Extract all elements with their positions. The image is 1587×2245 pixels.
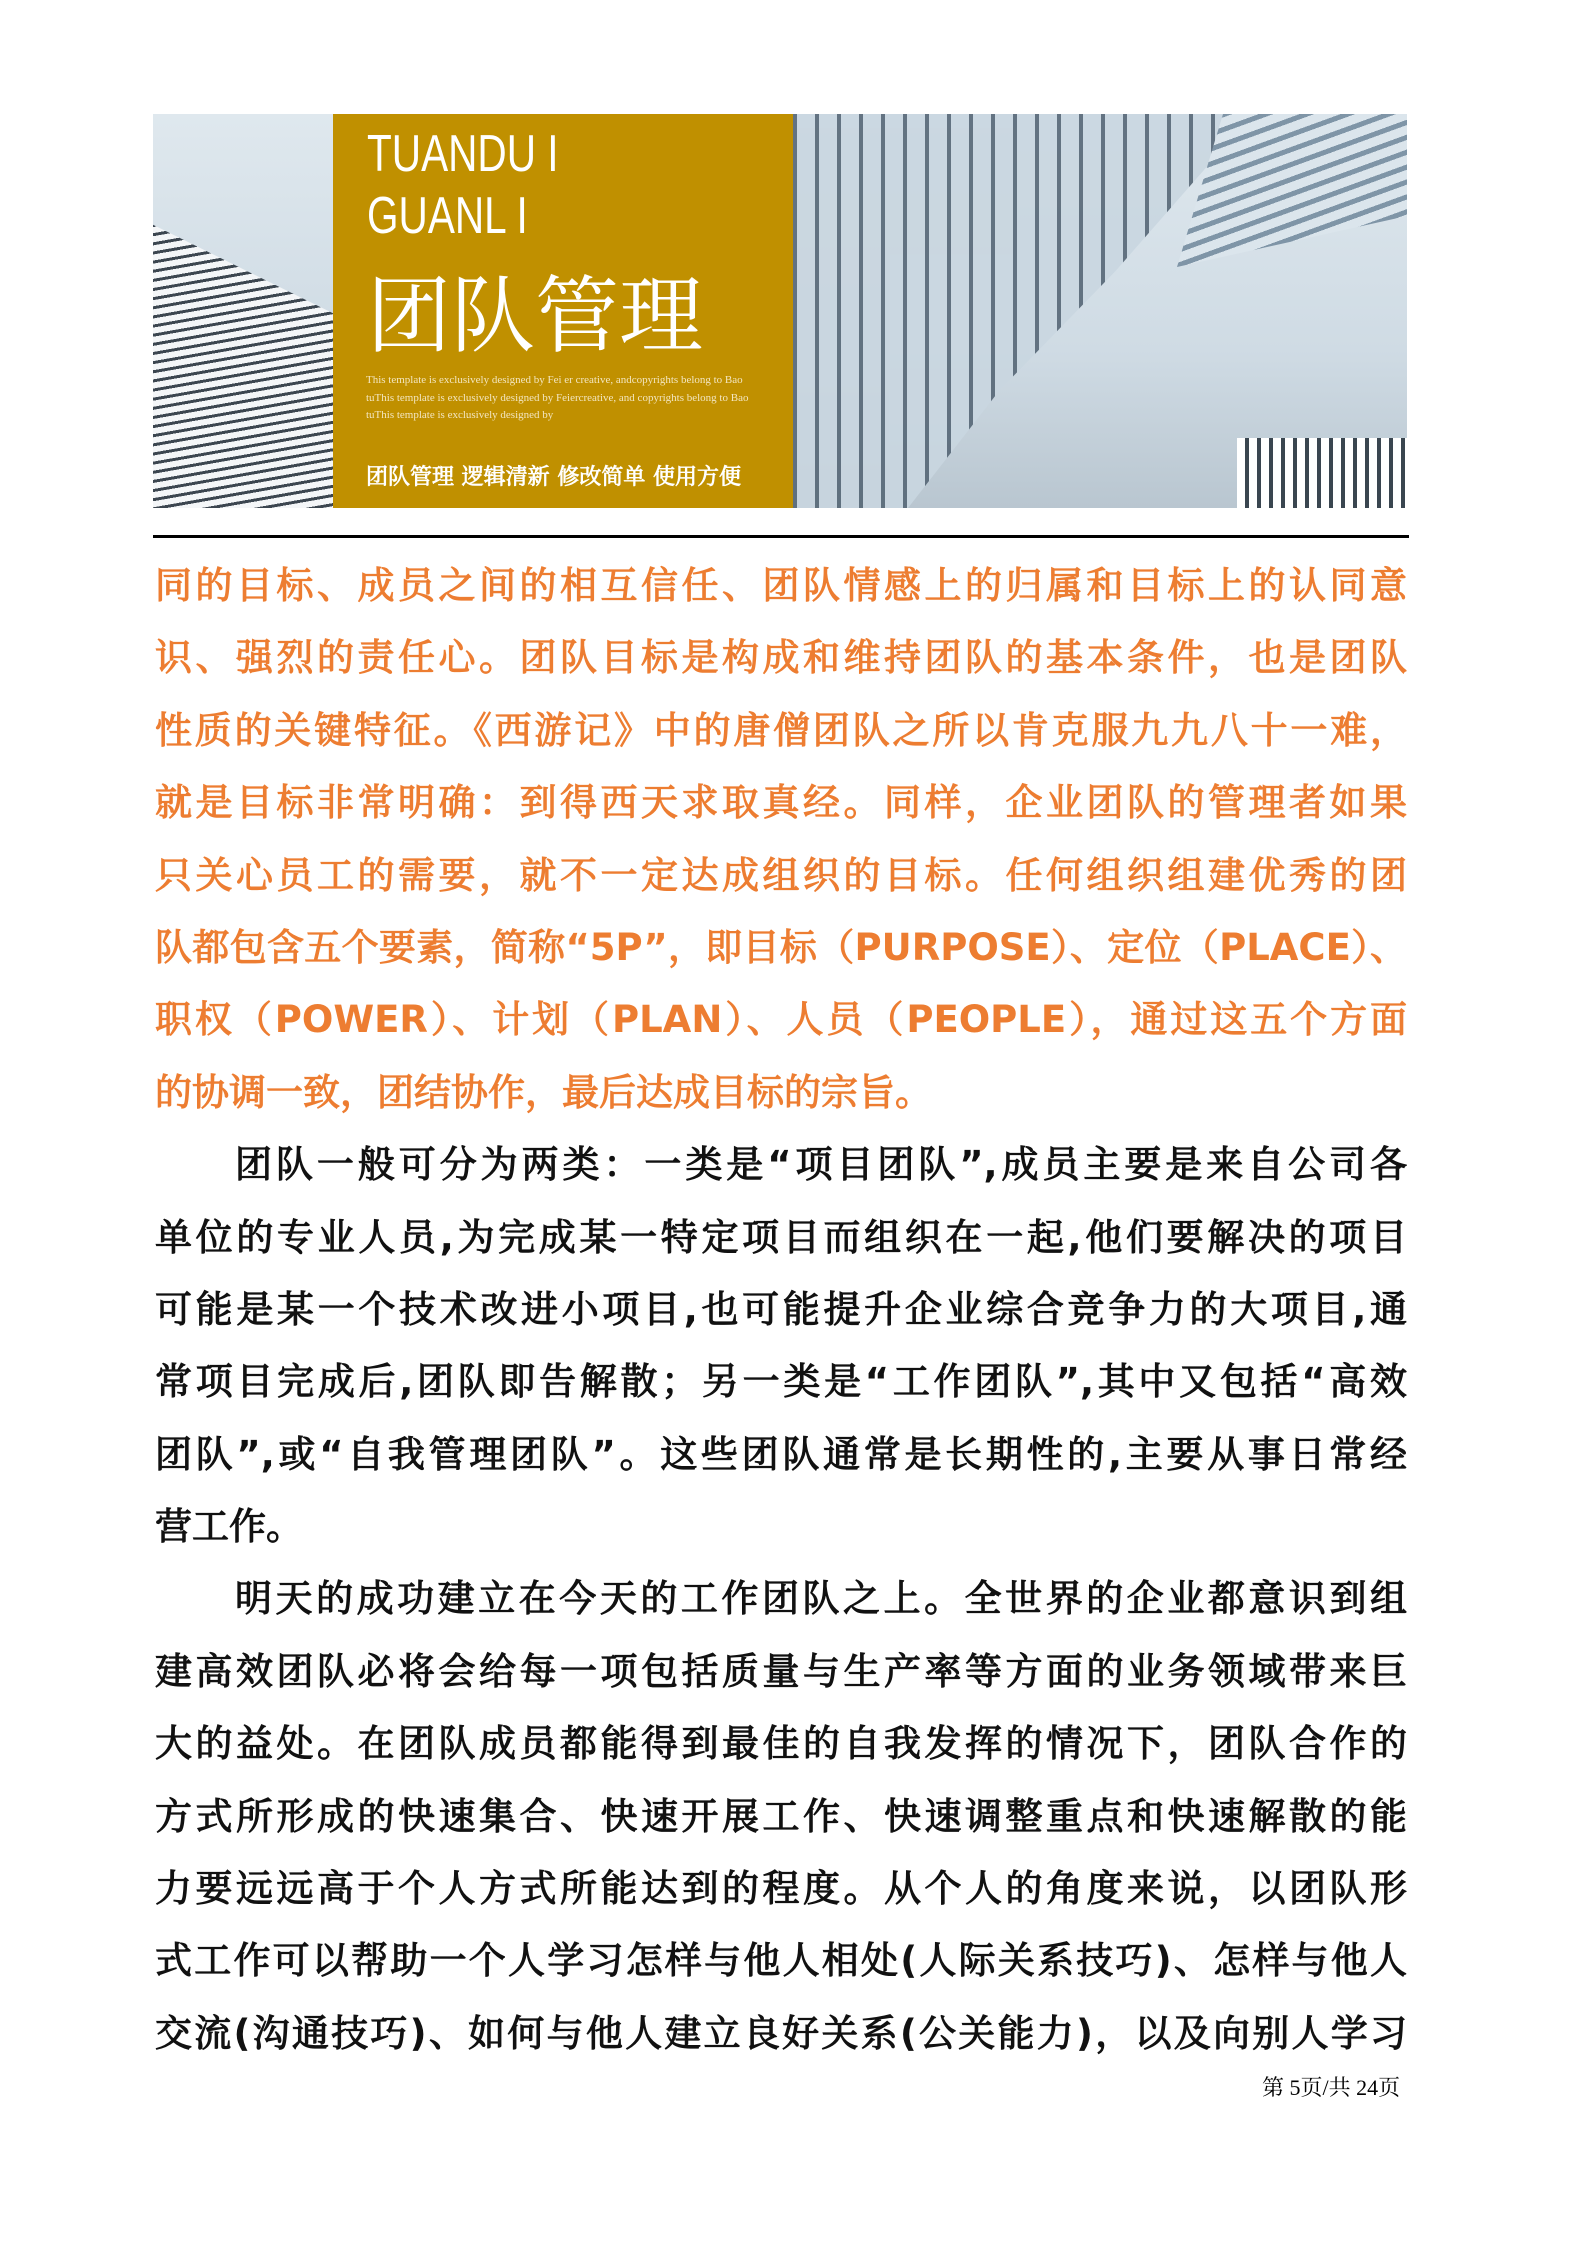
text-line: 就是目标非常明确：到得西天求取真经。同样，企业团队的管理者如果 — [155, 781, 1407, 825]
text-line: 职权（POWER）、计划（PLAN）、人员（PEOPLE），通过这五个方面 — [155, 998, 1407, 1042]
text-line: 团队一般可分为两类：一类是“项目团队”,成员主要是来自公司各 — [235, 1143, 1407, 1187]
text-line: 大的益处。在团队成员都能得到最佳的自我发挥的情况下，团队合作的 — [155, 1722, 1407, 1766]
text-line: 队都包含五个要素，简称“5P”，即目标（PURPOSE）、定位（PLACE）、 — [155, 925, 1407, 969]
text-line: 方式所形成的快速集合、快速开展工作、快速调整重点和快速解散的能 — [155, 1794, 1407, 1838]
paragraph-success — [155, 1563, 1407, 2070]
text-line: 常项目完成后,团队即告解散；另一类是“工作团队”,其中又包括“高效 — [155, 1360, 1407, 1404]
text-line: 式工作可以帮助一个人学习怎样与他人相处(人际关系技巧)、怎样与他人 — [155, 1939, 1407, 1983]
paragraph-team-types — [155, 1129, 1407, 1563]
text-line: 团队”,或“自我管理团队”。这些团队通常是长期性的,主要从事日常经 — [155, 1432, 1407, 1476]
paragraph-orange — [155, 550, 1407, 1129]
text-line: 交流(沟通技巧)、如何与他人建立良好关系(公关能力)，以及向别人学习 — [155, 2011, 1407, 2055]
header-banner — [153, 114, 1407, 508]
text-line: 可能是某一个技术改进小项目,也可能提升企业综合竞争力的大项目,通 — [155, 1287, 1407, 1331]
body-text — [155, 550, 1407, 2070]
text-line: 识、强烈的责任心。团队目标是构成和维持团队的基本条件，也是团队 — [155, 636, 1407, 680]
title-en-line2: GUANL I — [367, 187, 528, 245]
template-note: This template is exclusively designed by Fei er creative, andcopyrights belong to Bao tuThis template is exclusively designed by Feiercreative, and copyrights belong to Bao tuThis template is exclusively designed by — [366, 374, 749, 422]
building-image — [793, 114, 1253, 508]
text-line: 建高效团队必将会给每一项包括质量与生产率等方面的业务领域带来巨 — [155, 1649, 1407, 1693]
title-cn: 团队管理 — [367, 267, 704, 365]
building-image — [153, 154, 333, 508]
building-image — [1237, 438, 1407, 508]
title-panel — [333, 114, 793, 508]
text-line: 的协调一致，团结协作，最后达成目标的宗旨。 — [155, 1070, 932, 1114]
text-line: 只关心员工的需要，就不一定达成组织的目标。任何组织组建优秀的团 — [155, 853, 1407, 897]
text-line: 营工作。 — [155, 1505, 303, 1549]
page-number: 第 5页/共 24页 — [1262, 2075, 1401, 2100]
text-line: 明天的成功建立在今天的工作团队之上。全世界的企业都意识到组 — [235, 1577, 1407, 1621]
text-line: 力要远远高于个人方式所能达到的程度。从个人的角度来说，以团队形 — [155, 1867, 1407, 1911]
title-en-line1: TUANDU I — [367, 125, 559, 183]
header-rule — [153, 535, 1409, 538]
text-line: 性质的关键特征。《西游记》中的唐僧团队之所以肯克服九九八十一难， — [155, 708, 1407, 752]
tagline: 团队管理 逻辑清新 修改简单 使用方便 — [366, 465, 741, 490]
text-line: 同的目标、成员之间的相互信任、团队情感上的归属和目标上的认同意 — [155, 564, 1407, 607]
text-line: 单位的专业人员,为完成某一特定项目而组织在一起,他们要解决的项目 — [155, 1215, 1407, 1259]
